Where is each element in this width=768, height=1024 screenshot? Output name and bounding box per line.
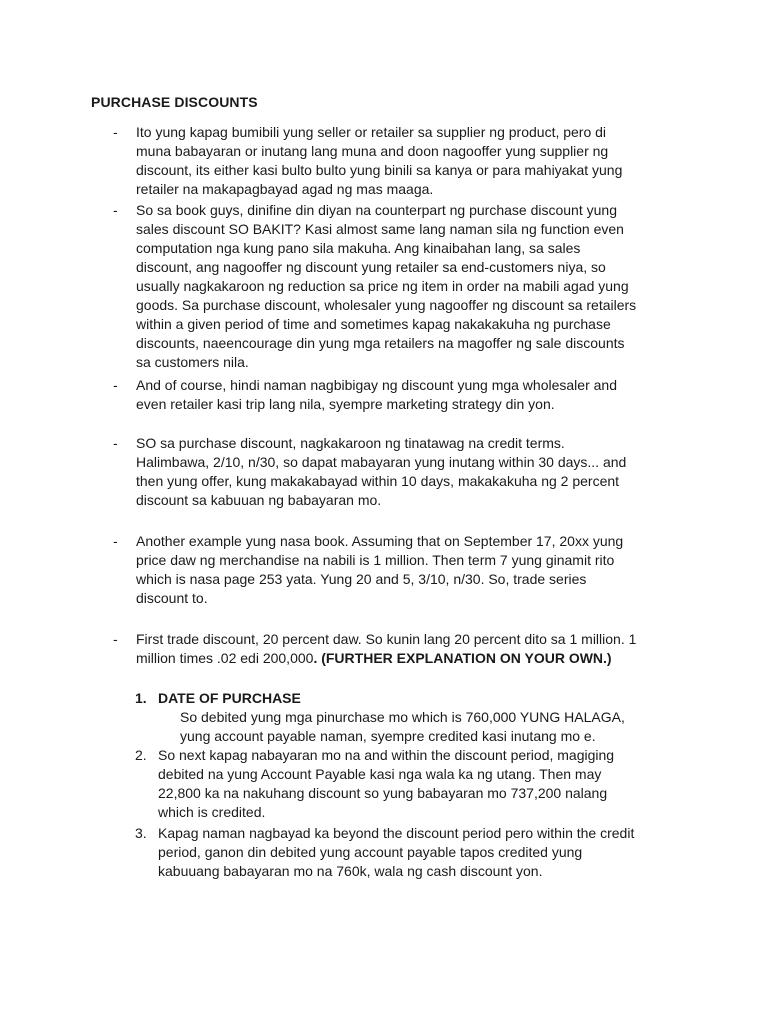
bullet-dash: - <box>113 377 118 393</box>
list-item-text: Ito yung kapag bumibili yung seller or retailer sa supplier ng product, pero di muna babayaran or inutang lang muna and doon nagooffer yung supplier ng discount, its either kasi bulto bulto yung binili sa kanya or para mahiyakat yung retailer na makapagbayad agad ng mas maaga. <box>136 124 623 197</box>
numbered-item-heading: DATE OF PURCHASE <box>158 690 301 706</box>
list-item-text: So sa book guys, dinifine din diyan na counterpart ng purchase discount yung sales discount SO BAKIT? Kasi almost same lang naman sila ng function even computation nga kung pano sila makuha. Ang kinaibahan lang, sa sales discount, ang nagooffer ng discount yung retailer sa end-customers niya, so usually nagkakaroon ng reduction sa price ng item in order na mabili agad yung goods. Sa purchase discount, wholesaler yung nagooffer ng discount sa retailers within a given period of time and sometimes kapag nakakakuha ng purchase discounts, naeencourage din yung mga retailers na magoffer ng sale discounts sa customers nila. <box>136 202 637 370</box>
page-title: PURCHASE DISCOUNTS <box>91 94 258 110</box>
bullet-dash: - <box>113 435 118 451</box>
numbered-item-text: So debited yung mga pinurchase mo which is 760,000 YUNG HALAGA, yung account payable naman, syempre credited kasi inutang mo e. <box>180 709 625 744</box>
numbered-item-text: So next kapag nabayaran mo na and within the discount period, magiging debited na yung Account Payable kasi nga wala ka ng utang. Then may 22,800 ka na nakuhang discount so yung babayaran mo 737,200 nalang which is credited. <box>158 747 615 820</box>
list-item-text: And of course, hindi naman nagbibigay ng discount yung mga wholesaler and even retailer kasi trip lang nila, syempre marketing strategy din yon. <box>136 377 617 412</box>
bullet-dash: - <box>113 202 118 218</box>
list-item-text: Another example yung nasa book. Assuming that on September 17, 20xx yung price daw ng merchandise na nabili is 1 million. Then term 7 yung ginamit rito which is nasa page 253 yata. Yung 20 and 5, 3/10, n/30. So, trade series discount to. <box>136 533 624 606</box>
item-number: 3. <box>135 825 147 841</box>
bullet-dash: - <box>113 631 118 647</box>
item-number: 2. <box>135 747 147 763</box>
list-item-text: SO sa purchase discount, nagkakaroon ng tinatawag na credit terms. Halimbawa, 2/10, n/30, so dapat mabayaran yung inutang within 30 days... and then yung offer, kung makakabayad within 10 days, makakakuha ng 2 percent discount sa kabuuan ng babayaran mo. <box>136 435 627 508</box>
list-item-text <box>136 630 668 668</box>
bullet-dash: - <box>113 533 118 549</box>
item-number: 1. <box>135 690 147 706</box>
bullet-dash: - <box>113 124 118 140</box>
list-item-text-main: First trade discount, 20 percent daw. So kunin lang 20 percent dito sa 1 million. 1 million times .02 edi 200,000 <box>136 631 637 666</box>
emphasis-text: . (FURTHER EXPLANATION ON YOUR OWN.) <box>313 650 612 666</box>
numbered-item-text: Kapag naman nagbayad ka beyond the discount period pero within the credit period, ganon din debited yung account payable tapos credited yung kabuuang babayaran mo na 760k, wala ng cash discount yon. <box>158 825 635 879</box>
